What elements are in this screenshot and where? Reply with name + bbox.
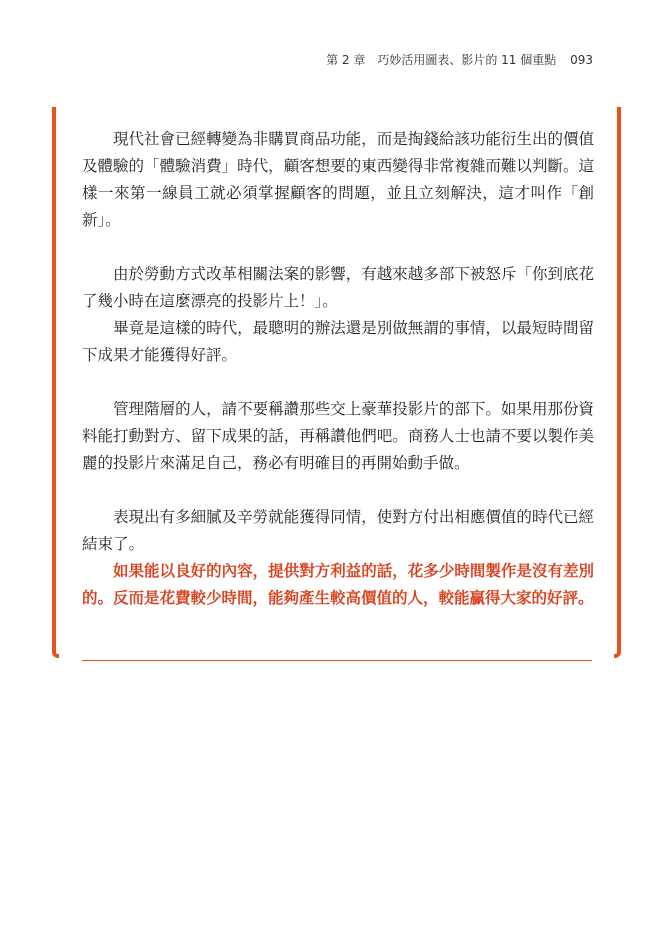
chapter-title: 第 2 章 巧妙活用圖表、影片的 11 個重點 (326, 53, 557, 67)
body-text (82, 126, 594, 612)
right-frame-bracket (614, 107, 621, 658)
paragraph-labor-reform: 由於勞動方式改革相關法案的影響，有越來越多部下被怒斥「你到底花了幾小時在這麼漂亮的投影片上！」。 (82, 265, 594, 310)
bottom-rule (82, 660, 592, 661)
paragraph-key-point: 如果能以良好的內容，提供對方利益的話，花多少時間製作是沒有差別的。反而是花費較少時間，能夠產生較高價值的人，較能贏得大家的好評。 (82, 562, 594, 607)
left-frame-bracket (52, 107, 59, 658)
paragraph-management-advice: 管理階層的人，請不要稱讚那些交上豪華投影片的部下。如果用那份資料能打動對方、留下成果的話，再稱讚他們吧。商務人士也請不要以製作美麗的投影片來滿足自己，務必有明確目的再開始動手做。 (82, 400, 594, 472)
page-number: 093 (570, 53, 593, 67)
running-header (326, 51, 593, 68)
paragraph-experience-consumption: 現代社會已經轉變為非購買商品功能，而是掏錢給該功能衍生出的價值及體驗的「體驗消費」時代，顧客想要的東西變得非常複雜而難以判斷。這樣一來第一線員工就必須掌握顧客的問題，並且立刻解決，這才叫作「創新」。 (82, 130, 594, 229)
paragraph-shortest-time: 畢竟是這樣的時代，最聰明的辦法還是別做無謂的事情，以最短時間留下成果才能獲得好評。 (82, 319, 594, 364)
paragraph-era-over: 表現出有多細膩及辛勞就能獲得同情，使對方付出相應價值的時代已經結束了。 (82, 508, 594, 553)
